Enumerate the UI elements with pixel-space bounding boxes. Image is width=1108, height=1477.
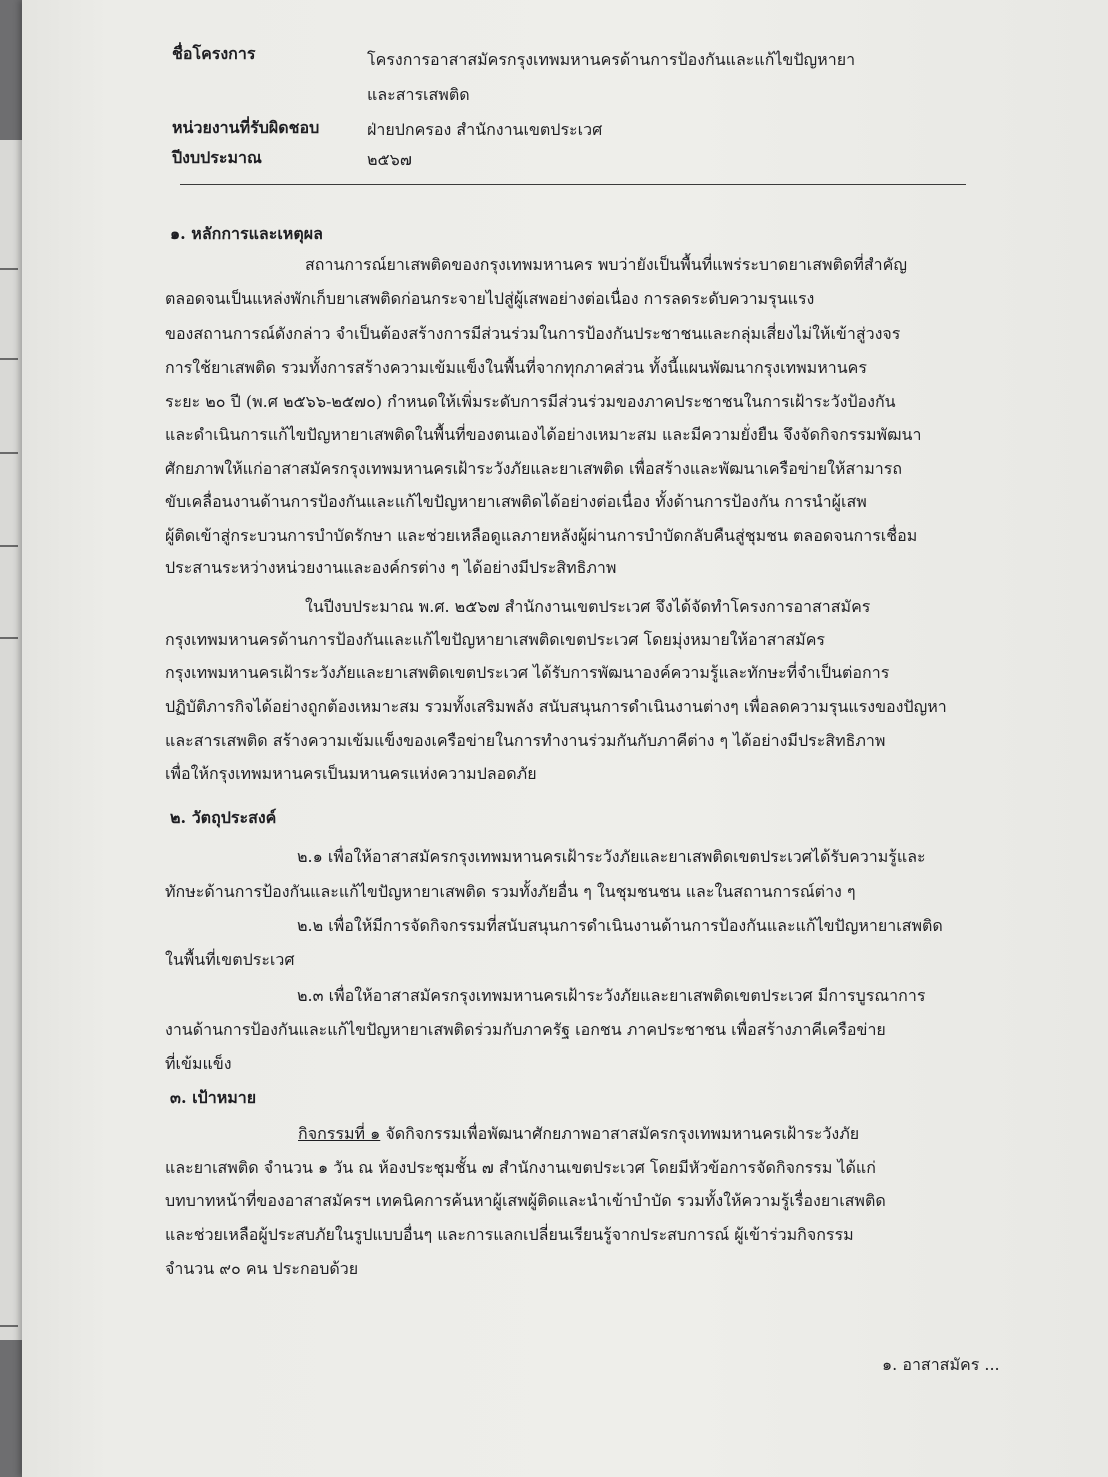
edge-mark	[0, 268, 18, 270]
objective-line: ที่เข้มแข็ง	[165, 1054, 232, 1073]
body-line: และดำเนินการแก้ไขปัญหายาเสพติดในพื้นที่ของตนเองได้อย่างเหมาะสม และมีความยั่งยืน จึงจัดกิจกรรมพัฒนา	[165, 425, 922, 444]
target-line: และยาเสพติด จำนวน ๑ วัน ณ ห้องประชุมชั้น ๗ สำนักงานเขตประเวศ โดยมีหัวข้อการจัดกิจกรรม ได้แก่	[165, 1158, 876, 1177]
body-line: สถานการณ์ยาเสพติดของกรุงเทพมหานคร พบว่ายังเป็นพื้นที่แพร่ระบาดยาเสพติดที่สำคัญ	[305, 255, 907, 274]
body-line: กรุงเทพมหานครเฝ้าระวังภัยและยาเสพติดเขตประเวศ ได้รับการพัฒนาองค์ความรู้และทักษะที่จำเป็นต่อการ	[165, 663, 890, 682]
objective-line: ๒.๒ เพื่อให้มีการจัดกิจกรรมที่สนับสนุนการดำเนินงานด้านการป้องกันและแก้ไขปัญหายาเสพติด	[297, 916, 943, 935]
body-line: ระยะ ๒๐ ปี (พ.ศ ๒๕๖๖-๒๕๗๐) กำหนดให้เพิ่มระดับการมีส่วนร่วมของภาคประชาชนในการเฝ้าระวังป้องกัน	[165, 392, 896, 411]
edge-mark	[0, 637, 18, 639]
target-line: จำนวน ๙๐ คน ประกอบด้วย	[165, 1259, 359, 1278]
agency-label: หน่วยงานที่รับผิดชอบ	[172, 118, 320, 137]
objective-line: ทักษะด้านการป้องกันและแก้ไขปัญหายาเสพติด รวมทั้งภัยอื่น ๆ ในชุมชนชน และในสถานการณ์ต่าง ๆ	[165, 882, 856, 901]
activity-label: กิจกรรมที่ ๑	[298, 1124, 381, 1143]
activity-text: จัดกิจกรรมเพื่อพัฒนาศักยภาพอาสาสมัครกรุงเทพมหานครเฝ้าระวังภัย	[380, 1124, 860, 1143]
section-heading-targets: ๓. เป้าหมาย	[170, 1088, 257, 1107]
body-line: ประสานระหว่างหน่วยงานและองค์กรต่าง ๆ ได้อย่างมีประสิทธิภาพ	[165, 558, 617, 577]
body-line: ขับเคลื่อนงานด้านการป้องกันและแก้ไขปัญหายาเสพติดได้อย่างต่อเนื่อง ทั้งด้านการป้องกัน การนำผู้เสพ	[165, 492, 867, 511]
project-value: โครงการอาสาสมัครกรุงเทพมหานครด้านการป้องกันและแก้ไขปัญหายา	[367, 50, 856, 69]
body-line: กรุงเทพมหานครด้านการป้องกันและแก้ไขปัญหายาเสพติดเขตประเวศ โดยมุ่งหมายให้อาสาสมัคร	[165, 630, 826, 649]
fiscal-year-value: ๒๕๖๗	[367, 150, 412, 169]
fiscal-year-label: ปีงบประมาณ	[172, 148, 262, 167]
body-line: ในปีงบประมาณ พ.ศ. ๒๕๖๗ สำนักงานเขตประเวศ จึงได้จัดทำโครงการอาสาสมัคร	[305, 597, 871, 616]
body-line: ศักยภาพให้แก่อาสาสมัครกรุงเทพมหานครเฝ้าระวังภัยและยาเสพติด เพื่อสร้างและพัฒนาเครือข่ายให้สามารถ	[165, 459, 903, 478]
document-page	[22, 0, 1108, 1477]
project-value-cont: และสารเสพติด	[367, 85, 470, 104]
target-line: บทบาทหน้าที่ของอาสาสมัครฯ เทคนิคการค้นหาผู้เสพผู้ติดและนำเข้าบำบัด รวมทั้งให้ความรู้เรื่องยาเสพติด	[165, 1191, 886, 1210]
target-line: และช่วยเหลือผู้ประสบภัยในรูปแบบอื่นๆ และการแลกเปลี่ยนเรียนรู้จากประสบการณ์ ผู้เข้าร่วมกิจกรรม	[165, 1225, 854, 1244]
objective-line: ในพื้นที่เขตประเวศ	[165, 950, 295, 969]
header-divider	[180, 184, 966, 185]
body-line: ตลอดจนเป็นแหล่งพักเก็บยาเสพติดก่อนกระจายไปสู่ผู้เสพอย่างต่อเนื่อง การลดระดับความรุนแรง	[165, 289, 815, 308]
edge-mark	[0, 1325, 18, 1327]
edge-mark	[0, 358, 18, 360]
agency-value: ฝ่ายปกครอง สำนักงานเขตประเวศ	[367, 120, 603, 139]
section-heading-objectives: ๒. วัตถุประสงค์	[170, 808, 277, 827]
objective-line: ๒.๑ เพื่อให้อาสาสมัครกรุงเทพมหานครเฝ้าระวังภัยและยาเสพติดเขตประเวศได้รับความรู้และ	[297, 847, 926, 866]
target-line	[298, 1122, 859, 1147]
body-line: ปฏิบัติภารกิจได้อย่างถูกต้องเหมาะสม รวมทั้งเสริมพลัง สนับสนุนการดำเนินงานต่างๆ เพื่อลดความรุนแรงของปัญหา	[165, 697, 947, 716]
objective-line: งานด้านการป้องกันและแก้ไขปัญหายาเสพติดร่วมกับภาครัฐ เอกชน ภาคประชาชน เพื่อสร้างภาคีเครือข่าย	[165, 1020, 886, 1039]
edge-mark	[0, 452, 18, 454]
body-line: และสารเสพติด สร้างความเข้มแข็งของเครือข่ายในการทำงานร่วมกันกับภาคีต่าง ๆ ได้อย่างมีประสิทธิภาพ	[165, 731, 886, 750]
body-line: ของสถานการณ์ดังกล่าว จำเป็นต้องสร้างการมีส่วนร่วมในการป้องกันประชาชนและกลุ่มเสี่ยงไม่ให้เข้าสู่วงจร	[165, 324, 901, 343]
body-line: ผู้ติดเข้าสู่กระบวนการบำบัดรักษา และช่วยเหลือดูแลภายหลังผู้ผ่านการบำบัดกลับคืนสู่ชุมชน ตลอดจนการเชื่อม	[165, 526, 918, 545]
body-line: เพื่อให้กรุงเทพมหานครเป็นมหานครแห่งความปลอดภัย	[165, 764, 537, 783]
section-heading-rationale: ๑. หลักการและเหตุผล	[170, 224, 323, 243]
body-line: การใช้ยาเสพติด รวมทั้งการสร้างความเข้มแข็งในพื้นที่จากทุกภาคส่วน ทั้งนี้แผนพัฒนากรุงเทพมหานคร	[165, 358, 867, 377]
objective-line: ๒.๓ เพื่อให้อาสาสมัครกรุงเทพมหานครเฝ้าระวังภัยและยาเสพติดเขตประเวศ มีการบูรณาการ	[297, 986, 926, 1005]
project-label: ชื่อโครงการ	[172, 44, 256, 63]
edge-mark	[0, 545, 18, 547]
underlying-sheet	[0, 140, 22, 1340]
continuation-marker: ๑. อาสาสมัคร ...	[882, 1355, 1000, 1374]
